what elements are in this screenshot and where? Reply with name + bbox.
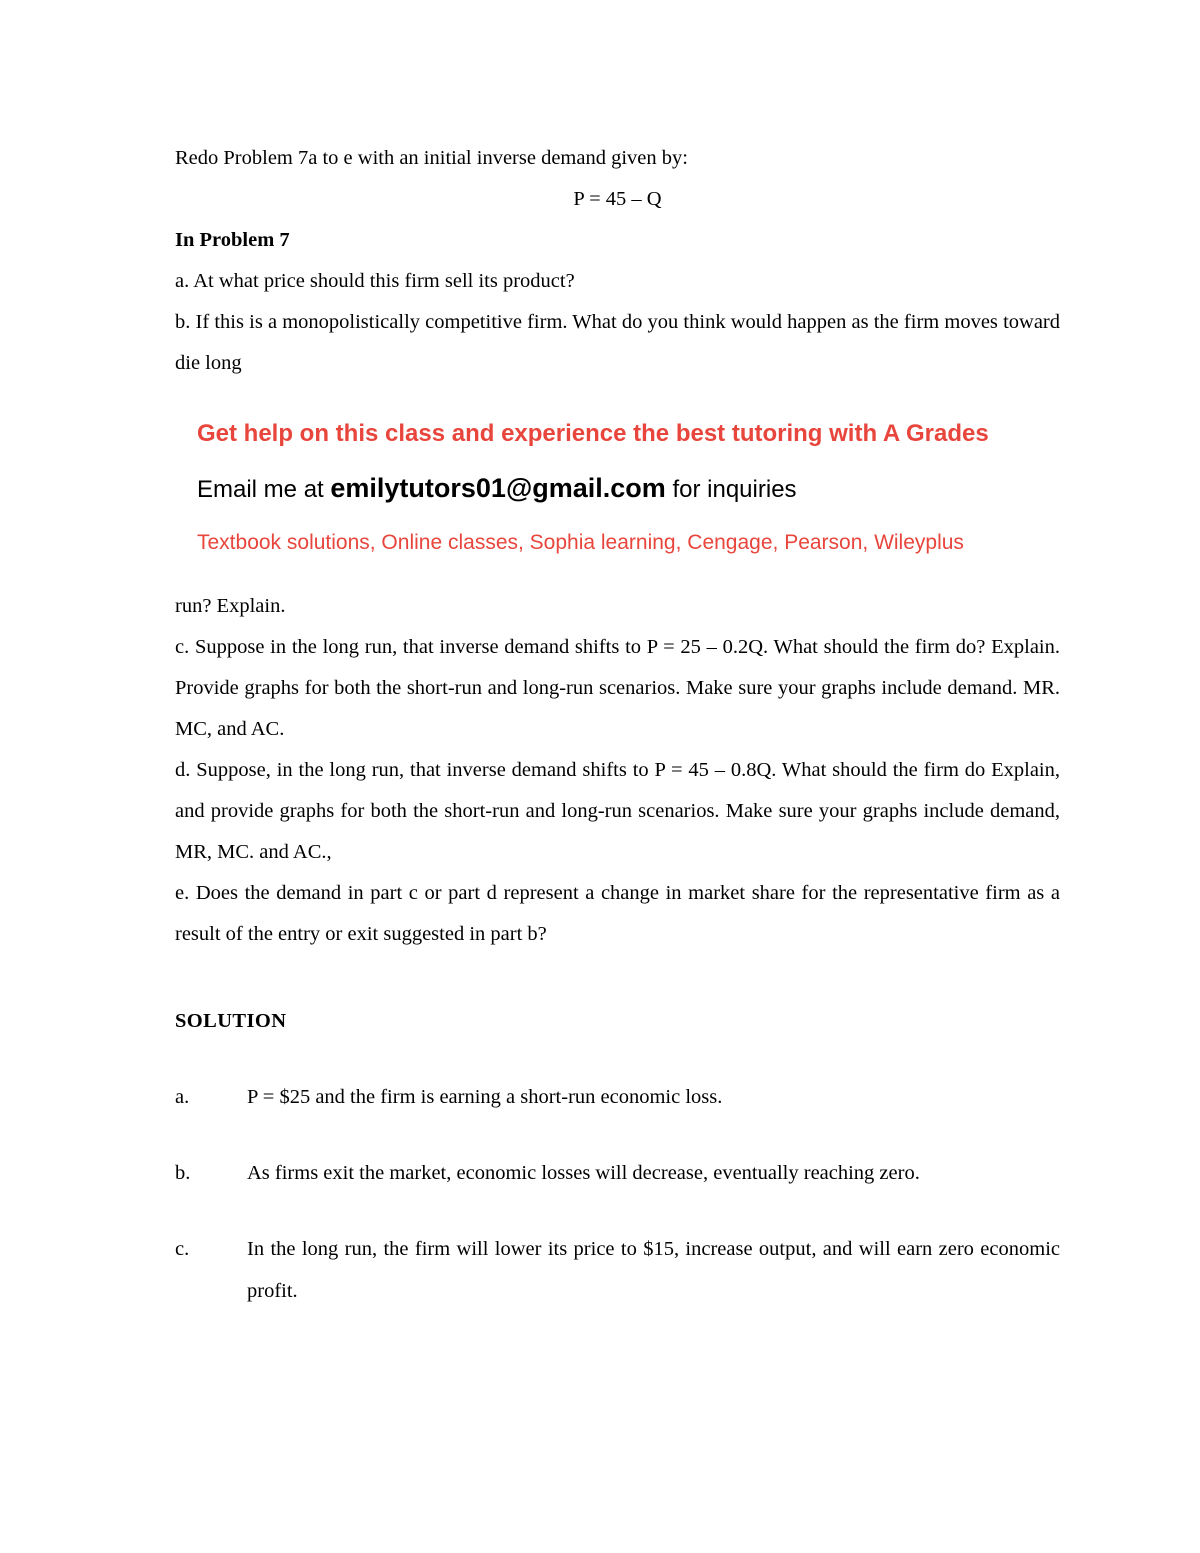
- solution-item: [175, 1152, 1060, 1194]
- solution-text: P = $25 and the firm is earning a short-run economic loss.: [247, 1086, 723, 1108]
- ad-email-line: [197, 460, 1060, 518]
- solution-label: b.: [175, 1162, 191, 1184]
- problem-part-c: c. Suppose in the long run, that inverse demand shifts to P = 25 – 0.2Q. What should the firm do? Explain. Provide graphs for both the short-run and long-run scenarios. Make sure your graphs include demand. MR. MC, and AC.: [175, 636, 1060, 740]
- solution-text: As firms exit the market, economic losses will decrease, eventually reaching zero.: [247, 1162, 920, 1184]
- document-body: [175, 138, 1060, 1312]
- ad-email-prefix: Email me at: [197, 476, 331, 503]
- problem-part-a: a. At what price should this firm sell its product?: [175, 270, 575, 292]
- problem-part-b: b. If this is a monopolistically competitive firm. What do you think would happen as the firm moves toward die long: [175, 311, 1060, 374]
- problem-part-e: e. Does the demand in part c or part d represent a change in market share for the representative firm as a result of the entry or exit suggested in part b?: [175, 882, 1060, 945]
- ad-services-line: Textbook solutions, Online classes, Sophia learning, Cengage, Pearson, Wileyplus: [197, 531, 964, 554]
- ad-email-address: emilytutors01@gmail.com: [330, 473, 666, 503]
- intro-paragraph: Redo Problem 7a to e with an initial inverse demand given by:: [175, 147, 688, 169]
- solution-text: In the long run, the firm will lower its price to $15, increase output, and will earn zero economic profit.: [247, 1238, 1060, 1302]
- solution-item: [175, 1076, 1060, 1118]
- tutoring-advertisement: [175, 408, 1060, 568]
- solution-label: a.: [175, 1086, 190, 1108]
- solution-label: c.: [175, 1238, 190, 1260]
- ad-email-suffix: for inquiries: [665, 476, 797, 503]
- problem-heading: In Problem 7: [175, 229, 290, 251]
- problem-part-b-continued: run? Explain.: [175, 595, 286, 617]
- section-spacer: [175, 955, 1060, 1001]
- equation-line: P = 45 – Q: [573, 188, 662, 210]
- solution-heading: SOLUTION: [175, 1010, 287, 1032]
- problem-part-d: d. Suppose, in the long run, that inverse demand shifts to P = 45 – 0.8Q. What should the firm do Explain, and provide graphs for both the short-run and long-run scenarios. Make sure your graphs include demand, MR, MC. and AC.,: [175, 759, 1060, 863]
- solution-item: [175, 1228, 1060, 1312]
- ad-headline: Get help on this class and experience the best tutoring with A Grades: [197, 420, 989, 447]
